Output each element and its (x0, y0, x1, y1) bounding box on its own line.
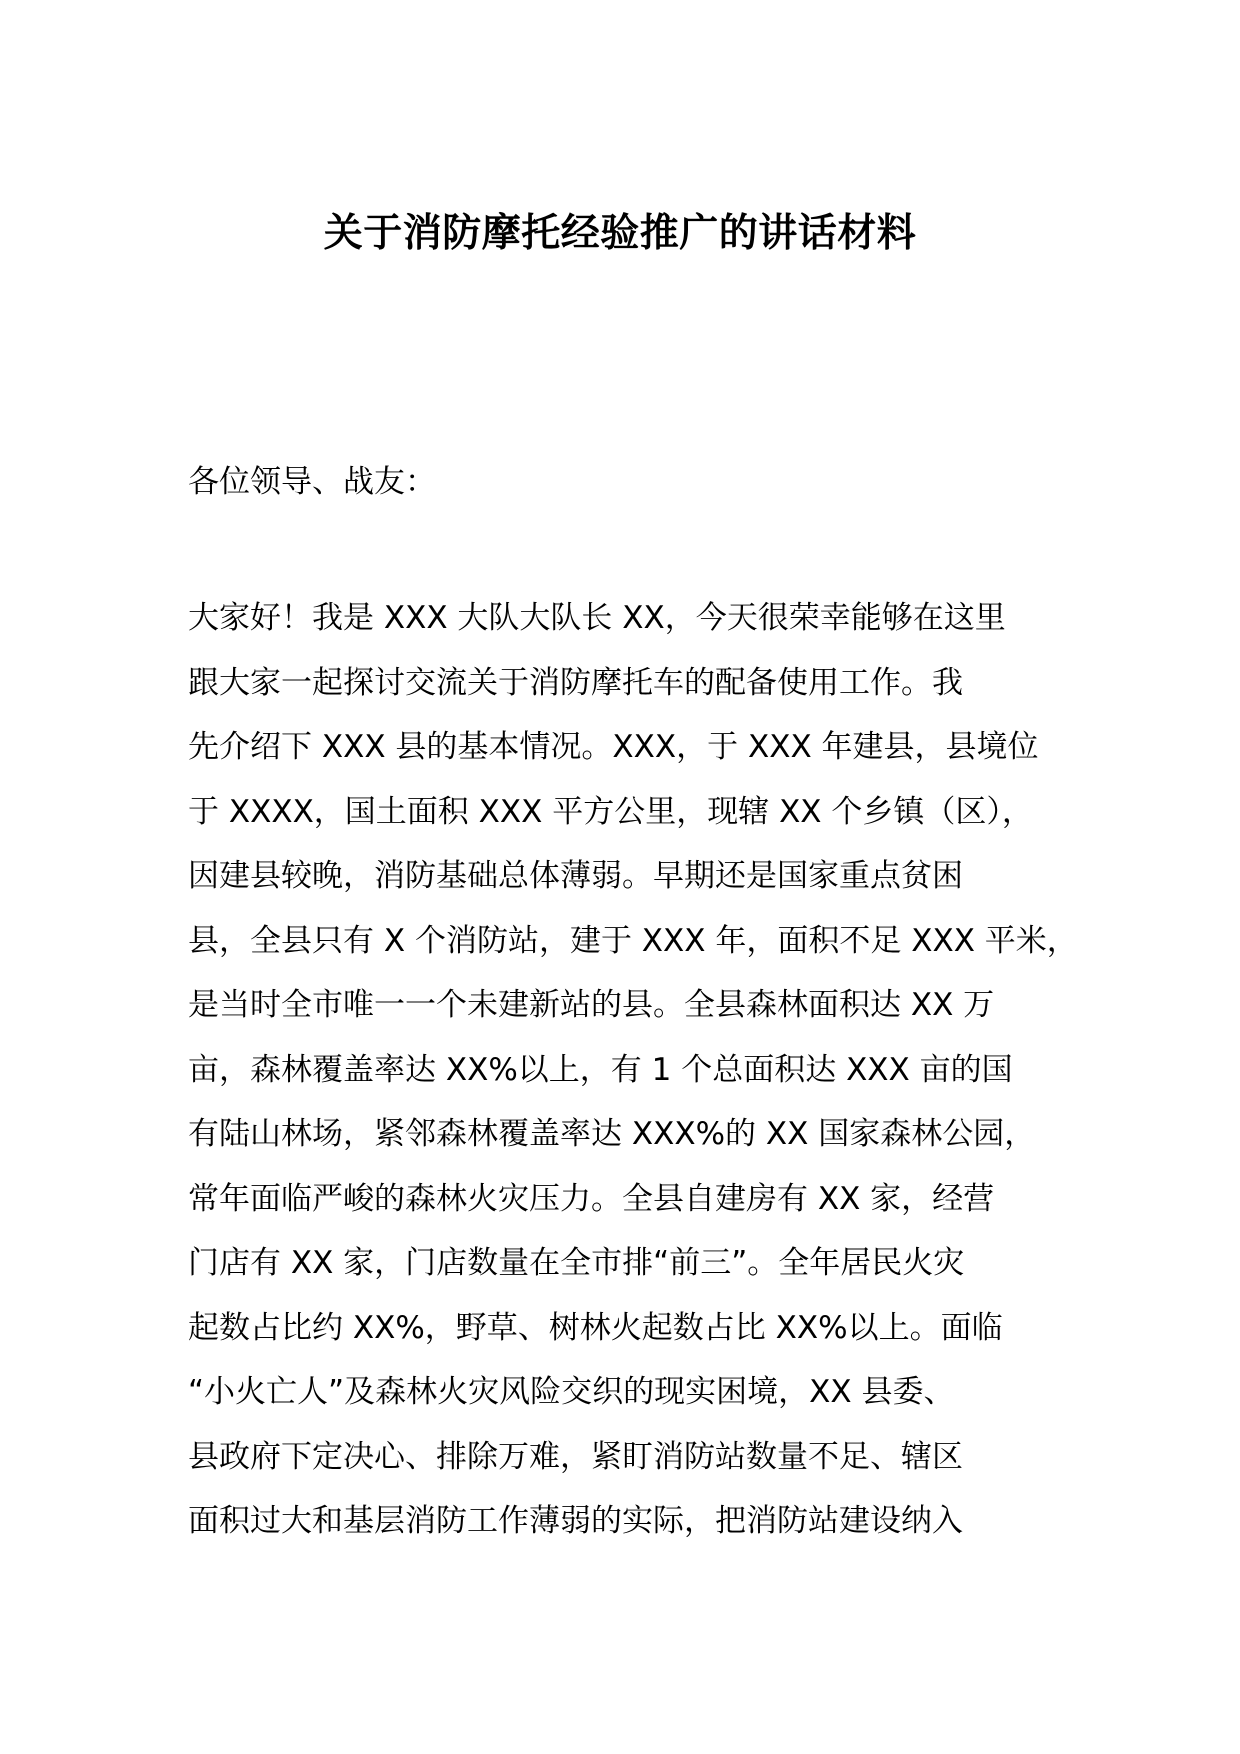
body-line: 亩，森林覆盖率达 XX%以上，有 1 个总面积达 XXX 亩的国 (188, 1051, 1013, 1088)
body-line: 于 XXXX，国土面积 XXX 平方公里，现辖 XX 个乡镇（区）， (188, 793, 1033, 830)
body-line: “小火亡人”及森林火灾风险交织的现实困境，XX 县委、 (188, 1374, 955, 1410)
body-line: 先介绍下 XXX 县的基本情况。XXX，于 XXX 年建县，县境位 (188, 729, 1039, 765)
body-line: 起数占比约 XX%，野草、树林火起数占比 XX%以上。面临 (188, 1309, 1003, 1346)
body-line: 跟大家一起探讨交流关于消防摩托车的配备使用工作。我 (188, 664, 963, 701)
body-line: 因建县较晚，消防基础总体薄弱。早期还是国家重点贫困 (188, 858, 963, 894)
body-line: 常年面临严峻的森林火灾压力。全县自建房有 XX 家，经营 (188, 1180, 995, 1217)
body-line: 门店有 XX 家，门店数量在全市排“前三”。全年居民火灾 (188, 1245, 965, 1281)
body-line: 县，全县只有 X 个消防站，建于 XXX 年，面积不足 XXX 平米， (188, 922, 1078, 959)
body-line: 大家好！我是 XXX 大队大队长 XX，今天很荣幸能够在这里 (188, 600, 1006, 636)
body-line: 面积过大和基层消防工作薄弱的实际，把消防站建设纳入 (188, 1503, 963, 1539)
body-paragraph (188, 586, 1088, 1554)
body-line: 县政府下定决心、排除万难，紧盯消防站数量不足、辖区 (188, 1438, 963, 1475)
body-line: 有陆山林场，紧邻森林覆盖率达 XXX%的 XX 国家森林公园， (188, 1116, 1036, 1152)
document-title: 关于消防摩托经验推广的讲话材料 (323, 211, 917, 256)
salutation: 各位领导、战友： (188, 464, 436, 500)
body-line: 是当时全市唯一一个未建新站的县。全县森林面积达 XX 万 (188, 987, 995, 1023)
